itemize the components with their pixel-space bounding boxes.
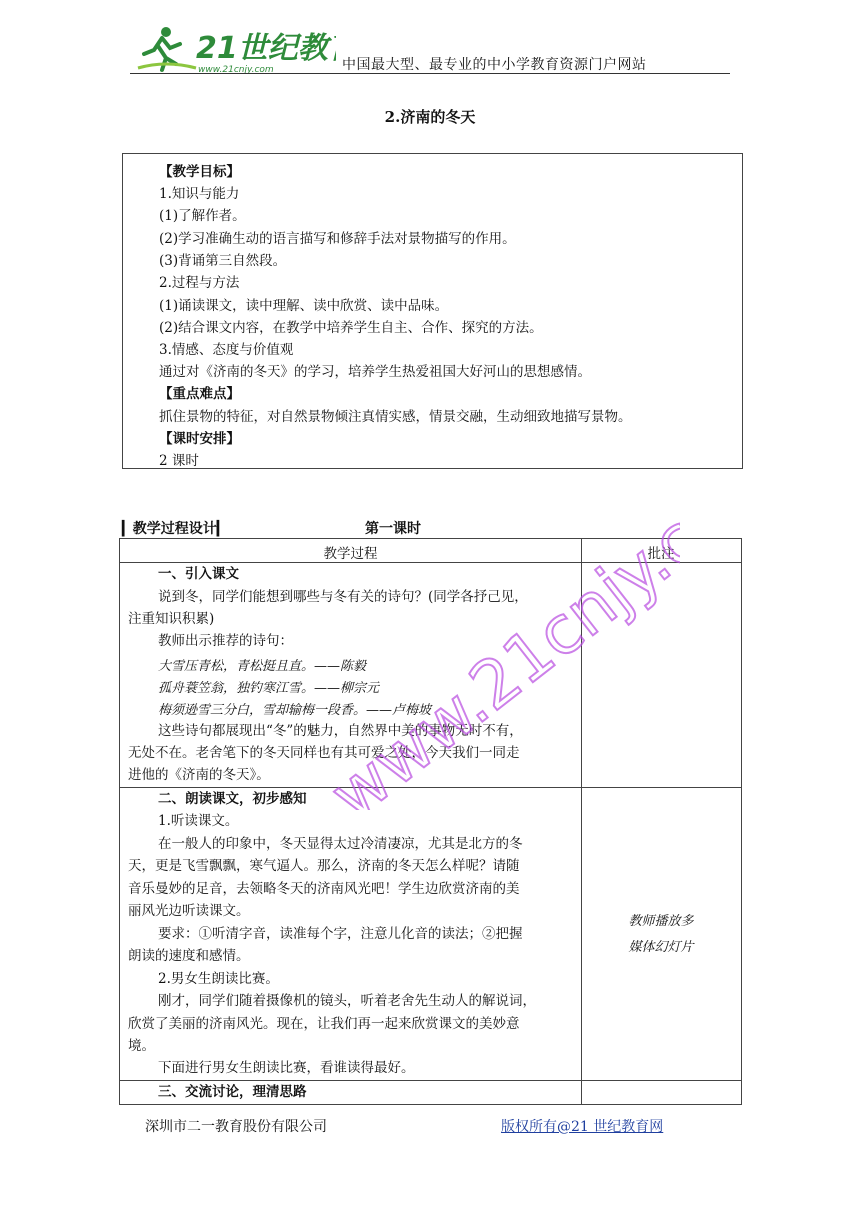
key-points-heading: 【重点难点】	[159, 386, 240, 402]
poem-line: 大雪压青松，青松挺且直。——陈毅	[158, 659, 367, 674]
paragraph-line: 丽风光边听读课文。	[128, 903, 250, 919]
paragraph-line: 朗读的速度和感情。	[128, 948, 250, 964]
paragraph-line: 2.男女生朗读比赛。	[158, 971, 279, 987]
paragraph-line: 境。	[128, 1038, 155, 1054]
paragraph-line: 音乐曼妙的足音，去领略冬天的济南风光吧！学生边欣赏济南的美	[128, 881, 520, 897]
section-title: 三、交流讨论，理清思路	[158, 1084, 307, 1100]
poem-line: 梅须逊雪三分白，雪却输梅一段香。——卢梅坡	[158, 703, 432, 718]
key-points-text: 抓住景物的特征，对自然景物倾注真情实感，情景交融，生动细致地描写景物。	[159, 409, 632, 425]
objective-line: (2)结合课文内容，在教学中培养学生自主、合作、探究的方法。	[159, 320, 543, 336]
paragraph-line: 在一般人的印象中，冬天显得太过冷清凄凉，尤其是北方的冬	[158, 836, 523, 852]
column-header-notes: 批注	[647, 546, 675, 562]
paragraph-line: 教师出示推荐的诗句：	[158, 633, 293, 649]
objective-line: (2)学习准确生动的语言描写和修辞手法对景物描写的作用。	[159, 231, 516, 247]
column-divider	[581, 539, 582, 1104]
runner-logo-icon	[136, 24, 336, 74]
logo-url: www.21cnjy.com	[198, 65, 274, 74]
objective-line: 2.过程与方法	[159, 275, 240, 291]
process-design-heading: ▎教学过程设计▎	[122, 521, 228, 537]
site-tagline: 中国最大型、最专业的中小学教育资源门户网站	[342, 57, 647, 73]
schedule-heading: 【课时安排】	[159, 431, 240, 447]
teaching-goals-heading: 【教学目标】	[159, 164, 240, 180]
logo	[136, 24, 336, 74]
paragraph-line: 欣赏了美丽的济南风光。现在，让我们再一起来欣赏课文的美妙意	[128, 1016, 520, 1032]
objective-line: (3)背诵第三自然段。	[159, 253, 287, 269]
paragraph-line: 说到冬，同学们能想到哪些与冬有关的诗句？(同学各抒己见，	[158, 589, 528, 605]
teacher-note	[581, 909, 741, 961]
teacher-note-line: 教师播放多	[628, 914, 694, 929]
objectives-box	[122, 153, 743, 469]
footer-copyright-link[interactable]: 版权所有@21 世纪教育网	[501, 1119, 664, 1135]
footer-company: 深圳市二一教育股份有限公司	[145, 1119, 327, 1135]
paragraph-line: 进他的《济南的冬天》。	[128, 767, 270, 783]
objective-line: 1.知识与能力	[159, 186, 240, 202]
paragraph-line: 刚才，同学们随着摄像机的镜头，听着老舍先生动人的解说词，	[158, 993, 536, 1009]
objective-line: 通过对《济南的冬天》的学习，培养学生热爱祖国大好河山的思想感情。	[159, 364, 591, 380]
paragraph-line: 这些诗句都展现出“冬”的魅力，自然界中美的事物无时不有，	[158, 723, 523, 739]
paragraph-line: 下面进行男女生朗读比赛，看谁读得最好。	[158, 1060, 415, 1076]
section-title: 一、引入课文	[158, 566, 239, 582]
poem-line: 孤舟蓑笠翁，独钓寒江雪。——柳宗元	[158, 681, 380, 696]
objective-line: (1)诵读课文，读中理解、读中欣赏、读中品味。	[159, 298, 449, 314]
process-table	[119, 538, 742, 1105]
document-title: 2.济南的冬天	[384, 108, 476, 126]
paragraph-line: 天，更是飞雪飘飘，寒气逼人。那么，济南的冬天怎么样呢？请随	[128, 858, 520, 874]
lesson-label: 第一课时	[365, 521, 421, 537]
header-divider	[130, 73, 730, 74]
paragraph-line: 无处不在。老舍笔下的冬天同样也有其可爱之处，今天我们一同走	[128, 745, 520, 761]
schedule-text: 2 课时	[159, 453, 199, 469]
watermark-text: www.21cnjy.com	[316, 435, 680, 810]
logo-text: 21世纪教	[196, 31, 328, 66]
paragraph-line: 注重知识积累)	[128, 611, 215, 627]
objective-line: 3.情感、态度与价值观	[159, 342, 294, 358]
section-title: 二、朗读课文，初步感知	[158, 791, 307, 807]
column-header-process: 教学过程	[323, 546, 378, 562]
teacher-note-line: 媒体幻灯片	[628, 940, 694, 955]
paragraph-line: 1.听读课文。	[158, 813, 239, 829]
objective-line: (1)了解作者。	[159, 208, 246, 224]
paragraph-line: 要求：①听清字音，读准每个字，注意儿化音的读法；②把握	[158, 926, 523, 942]
